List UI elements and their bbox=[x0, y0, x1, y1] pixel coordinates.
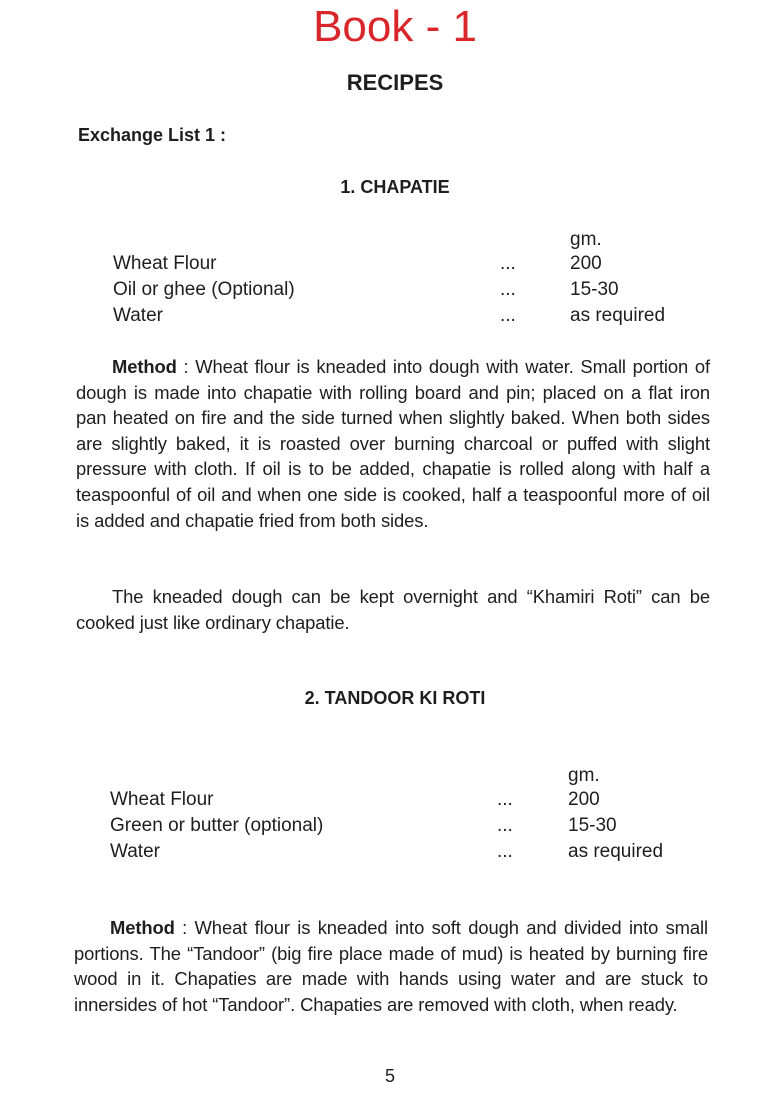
section-title: RECIPES bbox=[346, 70, 444, 95]
ingredient-name: Water bbox=[113, 305, 163, 326]
ingredient-dots: ... bbox=[500, 279, 516, 300]
ingredient-qty: 15-30 bbox=[570, 279, 619, 300]
method-paragraph bbox=[76, 354, 710, 533]
book-label: Book - 1 bbox=[313, 2, 477, 51]
ingredient-dots: ... bbox=[500, 305, 516, 326]
ingredient-name: Wheat Flour bbox=[110, 789, 214, 810]
recipe-title: 2. TANDOOR KI ROTI bbox=[304, 688, 486, 708]
ingredient-qty: 15-30 bbox=[568, 815, 617, 836]
recipe-title: 1. CHAPATIE bbox=[340, 177, 450, 197]
ingredient-dots: ... bbox=[500, 253, 516, 274]
ingredient-qty: 200 bbox=[570, 253, 602, 274]
note-paragraph: The kneaded dough can be kept overnight and “Khamiri Roti” can be cooked just like ordinary chapatie. bbox=[76, 586, 710, 633]
method-label: Method bbox=[110, 917, 175, 938]
exchange-list-heading: Exchange List 1 : bbox=[78, 125, 227, 145]
ingredient-dots: ... bbox=[497, 841, 513, 862]
ingredient-qty: as required bbox=[570, 305, 666, 326]
ingredient-qty: as required bbox=[568, 841, 664, 862]
ingredient-name: Green or butter (optional) bbox=[110, 815, 324, 836]
ingredient-dots: ... bbox=[497, 815, 513, 836]
ingredient-dots: ... bbox=[497, 789, 513, 810]
unit-label: gm. bbox=[568, 765, 600, 786]
method-paragraph bbox=[74, 915, 708, 1017]
ingredient-name: Water bbox=[110, 841, 160, 862]
method-text: : Wheat flour is kneaded into soft dough and divided into small portions. The “Tandoor” (big fire place made of mud) is heated by burning fire wood in it. Chapaties are made with hands using water and are stuck to innersides of hot “Tandoor”. Chapaties are removed with cloth, when ready. bbox=[74, 917, 708, 1015]
page-number: 5 bbox=[384, 1066, 395, 1086]
ingredient-name: Oil or ghee (Optional) bbox=[113, 279, 295, 300]
ingredient-qty: 200 bbox=[568, 789, 600, 810]
method-label: Method bbox=[112, 356, 177, 377]
ingredient-name: Wheat Flour bbox=[113, 253, 217, 274]
method-text: : Wheat flour is kneaded into dough with water. Small portion of dough is made into chapatie with rolling board and pin; placed on a flat iron pan heated on fire and the side turned when slightly baked. When both sides are slightly baked, it is roasted over burning charcoal or puffed with slight pressure with cloth. If oil is to be added, chapatie is rolled along with half a teaspoonful of oil and when one side is cooked, half a teaspoonful more of oil is added and chapatie fried from both sides. bbox=[76, 356, 710, 531]
unit-label: gm. bbox=[570, 229, 602, 250]
